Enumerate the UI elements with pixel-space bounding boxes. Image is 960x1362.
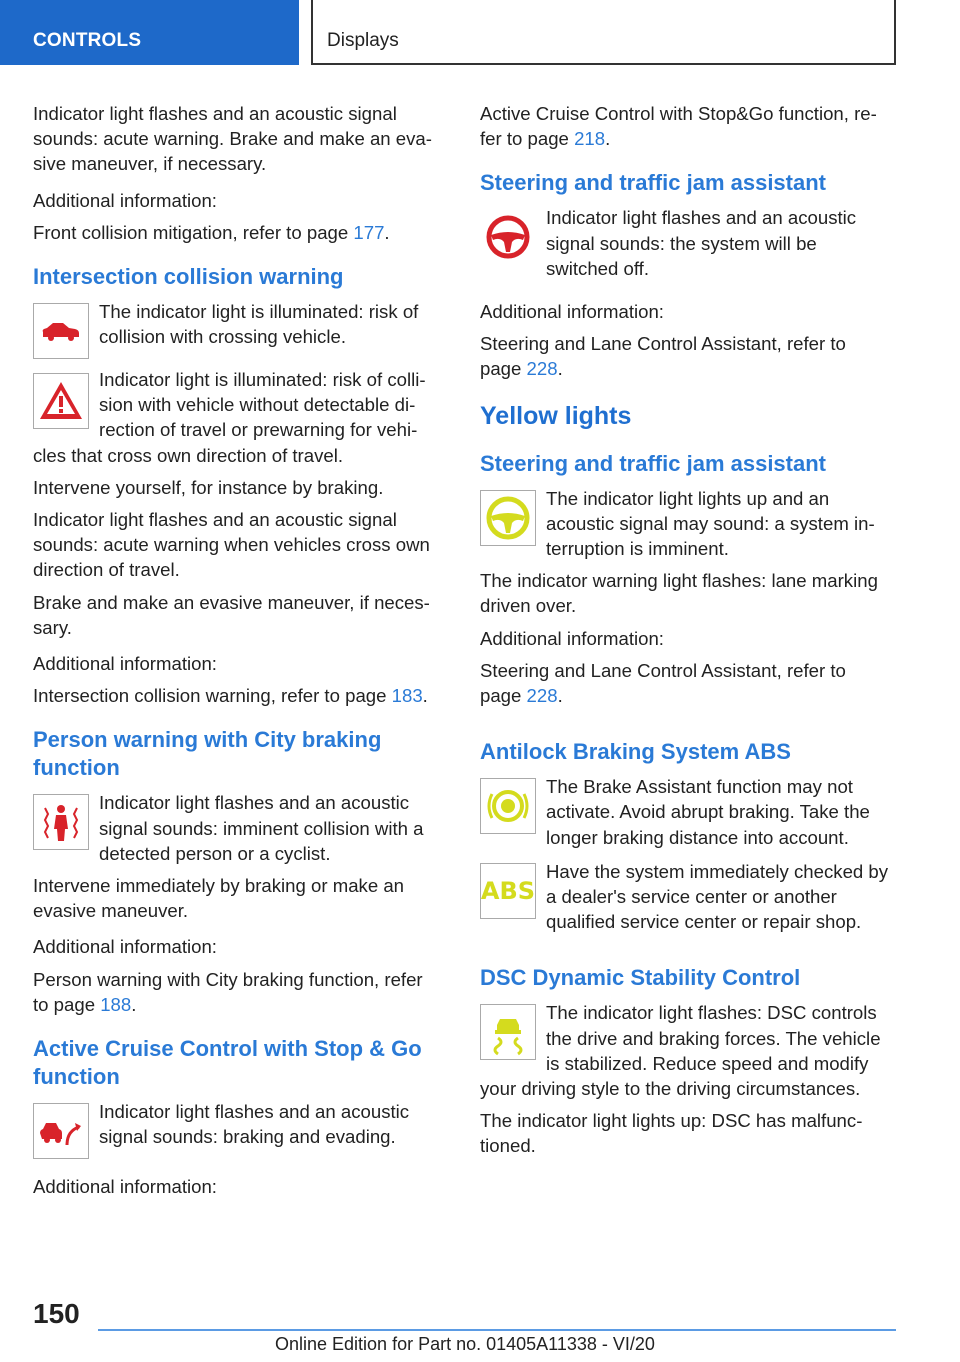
heading-dsc: DSC Dynamic Stability Control [480, 965, 801, 991]
heading-steering-assistant-red: Steering and traffic jam assistant [480, 170, 826, 196]
page-link-228[interactable]: 228 [526, 685, 558, 707]
indicator-text: Indicator light flashes and an acoustic signal sounds: the system will be switched off. [546, 207, 857, 279]
left-column [33, 101, 443, 1206]
indicator-entry [480, 1000, 890, 1101]
section-tab[interactable] [0, 0, 299, 65]
paragraph: Front collision mitigation, refer to page 177. [33, 221, 390, 243]
indicator-entry [480, 774, 890, 857]
paragraph: Active Cruise Control with Stop&Go function, re-fer to page 218. [480, 103, 877, 150]
paragraph: Additional information: [33, 936, 217, 958]
indicator-text: The Brake Assistant function may not activate. Avoid abrupt braking. Take the longer braking distance into account. [546, 776, 870, 848]
heading-steering-assistant-yellow: Steering and traffic jam assistant [480, 450, 826, 476]
indicator-entry [33, 790, 443, 873]
paragraph: Brake and make an evasive maneuver, if neces-sary. [33, 591, 430, 638]
indicator-text: Indicator light flashes and an acoustic signal sounds: braking and evading. [99, 1101, 410, 1148]
heading-person-warning: Person warning with City braking function [33, 727, 382, 781]
paragraph: Additional information: [33, 1176, 217, 1198]
yellow-dsc-car-skid-icon [480, 1004, 536, 1060]
indicator-entry [480, 205, 890, 288]
red-car-evade-icon [33, 1103, 89, 1159]
page-number: 150 [33, 1298, 80, 1329]
paragraph: The indicator warning light flashes: lane marking driven over. [480, 570, 878, 617]
yellow-steering-wheel-icon [480, 490, 536, 546]
heading-yellow-lights: Yellow lights [480, 401, 632, 430]
indicator-entry [480, 486, 890, 569]
paragraph: Indicator light flashes and an acoustic signal sounds: acute warning. Brake and make an eva-sive maneuver, if necessary. [33, 103, 432, 175]
page-link-228[interactable]: 228 [526, 358, 558, 380]
heading-abs: Antilock Braking System ABS [480, 739, 791, 765]
indicator-entry [33, 367, 443, 468]
yellow-abs-text-icon: ABS [480, 863, 536, 919]
page-link-218[interactable]: 218 [574, 128, 606, 150]
right-column [480, 101, 890, 1166]
paragraph: Steering and Lane Control Assistant, refer to page 228. [480, 659, 846, 707]
paragraph: Person warning with City braking function, refer to page 188. [33, 968, 423, 1015]
heading-intersection-collision-warning: Intersection collision warning [33, 264, 344, 290]
red-car-crossing-icon [33, 303, 89, 359]
section-tab-label: CONTROLS [33, 30, 142, 51]
chapter-tab-label: Displays [327, 30, 399, 51]
paragraph: Intervene immediately by braking or make an evasive maneuver. [33, 875, 405, 922]
page-link-183[interactable]: 183 [391, 685, 423, 707]
indicator-text: Have the system immediately checked by a dealer's service center or another qualified service center or repair shop. [546, 860, 889, 933]
paragraph: Intersection collision warning, refer to page 183. [33, 685, 428, 707]
paragraph: Steering and Lane Control Assistant, refer to page 228. [480, 333, 846, 380]
yellow-abs-circle-icon [480, 778, 536, 834]
indicator-entry [480, 859, 890, 935]
paragraph: Additional information: [480, 627, 664, 649]
red-steering-wheel-icon [480, 209, 536, 265]
footer-divider [98, 1329, 896, 1331]
indicator-text: The indicator light lights up and an acoustic signal may sound: a system in-terruption is imminent. [546, 487, 875, 560]
page-link-188[interactable]: 188 [100, 993, 132, 1015]
chapter-tab[interactable] [311, 0, 896, 65]
indicator-entry [33, 299, 443, 363]
indicator-text: Indicator light flashes and an acoustic signal sounds: imminent collision with a detected person or a cyclist. [99, 792, 424, 864]
heading-active-cruise-control: Active Cruise Control with Stop & Go function [33, 1036, 422, 1090]
indicator-text: The indicator light is illuminated: risk of collision with crossing vehicle. [99, 301, 419, 348]
paragraph: The indicator light lights up: DSC has malfunc-tioned. [480, 1110, 863, 1157]
footer-edition: Online Edition for Part no. 01405A11338 - VI/20 [275, 1334, 655, 1354]
paragraph: Additional information: [33, 189, 217, 211]
paragraph: Indicator light flashes and an acoustic signal sounds: acute warning when vehicles cross own direction of travel. [33, 509, 430, 581]
indicator-entry [33, 1099, 443, 1163]
paragraph: Additional information: [33, 653, 217, 675]
indicator-text: Indicator light is illuminated: risk of colli-sion with vehicle without detectable di-rection of travel or prewarning for vehi-cles that cross own direction of travel. [33, 369, 426, 466]
warning-triangle-icon [33, 373, 89, 429]
paragraph: Intervene yourself, for instance by braking. [33, 476, 384, 498]
page-link-177[interactable]: 177 [353, 221, 385, 243]
red-person-icon [33, 794, 89, 850]
indicator-text: The indicator light flashes: DSC controls the drive and braking forces. The vehicle is stabilized. Reduce speed and modify your driving style to the driving circumstances. [480, 1002, 881, 1100]
paragraph: Additional information: [480, 301, 664, 323]
